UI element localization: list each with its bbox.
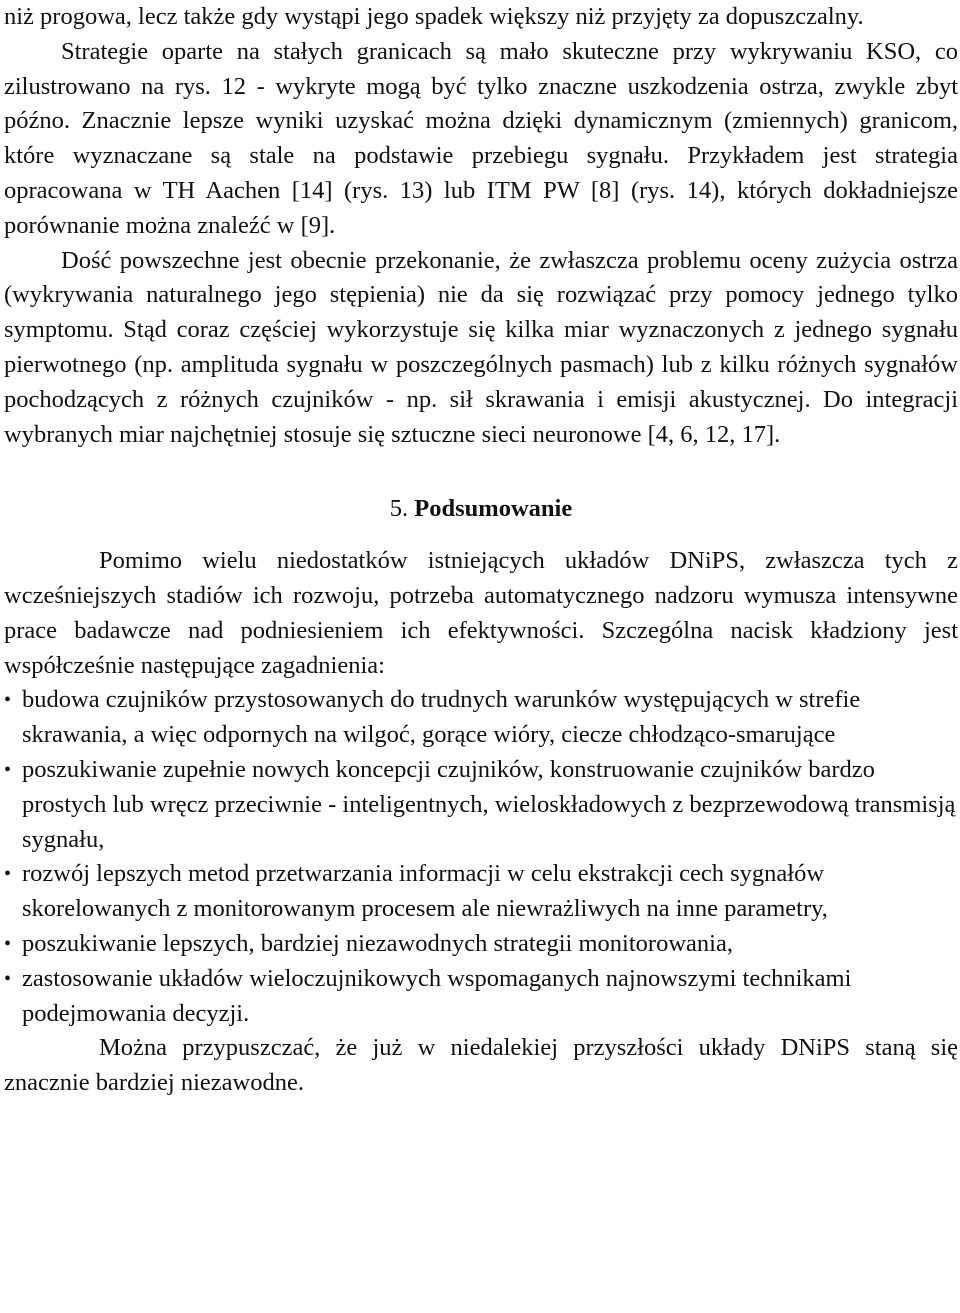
list-item-text: rozwój lepszych metod przetwarzania informacji w celu ekstrakcji cech sygnałów skorelowanych z monitorowanym procesem ale niewrażliwych na inne parametry, [22, 860, 828, 923]
paragraph-detection-strategies: Strategie oparte na stałych granicach są mało skuteczne przy wykrywaniu KSO, co zilustrowano na rys. 12 - wykryte mogą być tylko znaczne uszkodzenia ostrza, zwykle zbyt późno. Znacznie lepsze wyniki uzyskać można dzięki dynamicznym (zmiennych) granicom, które wyznaczane są stale na podstawie przebiegu sygnału. Przykładem jest strategia opracowana w TH Aachen [14] (rys. 13) lub ITM PW [8] (rys. 14), których dokładniejsze porównanie można znaleźć w [9]. [4, 37, 958, 239]
summary-bullet-list [4, 683, 958, 1031]
list-item-text: budowa czujników przystosowanych do trudnych warunków występujących w strefie skrawania, a więc odpornych na wilgoć, gorące wióry, ciecze chłodząco-smarujące [22, 686, 861, 749]
list-item [4, 927, 958, 962]
bullet-icon: • [4, 758, 12, 781]
list-item [4, 857, 958, 927]
document-page [4, 0, 958, 1101]
section-title: Podsumowanie [414, 495, 573, 523]
bullet-icon: • [4, 967, 12, 990]
bullet-icon: • [4, 932, 12, 955]
section-heading [4, 492, 958, 527]
paragraph-continuation: niż progowa, lecz także gdy wystąpi jego spadek większy niż przyjęty za dopuszczalny. [4, 3, 864, 30]
list-item [4, 683, 958, 753]
section-number: 5. [389, 495, 409, 523]
paragraph-multi-sensor: Dość powszechne jest obecnie przekonanie, że zwłaszcza problemu oceny zużycia ostrza (wykrywania naturalnego jego stępienia) nie da się rozwiązać przy pomocy jednego tylko symptomu. Stąd coraz częściej wykorzystuje się kilka miar wyznaczonych z jednego sygnału pierwotnego (np. amplituda sygnału w poszczególnych pasmach) lub z kilku różnych sygnałów pochodzących z różnych czujników - np. sił skrawania i emisji akustycznej. Do integracji wybranych miar najchętniej stosuje się sztuczne sieci neuronowe [4, 6, 12, 17]. [4, 246, 958, 448]
list-item-text: poszukiwanie zupełnie nowych koncepcji czujników, konstruowanie czujników bardzo prostych lub wręcz przeciwnie - inteligentnych, wieloskładowych z bezprzewodową transmisją sygnału, [22, 755, 956, 853]
list-item-text: zastosowanie układów wieloczujnikowych wspomaganych najnowszymi technikami podejmowania decyzji. [22, 964, 852, 1027]
bullet-icon: • [4, 863, 12, 886]
list-item [4, 753, 958, 857]
closing-paragraph: Można przypuszczać, że już w niedalekiej przyszłości układy DNiPS staną się znacznie bardziej niezawodne. [4, 1034, 958, 1097]
summary-intro-paragraph: Pomimo wielu niedostatków istniejących układów DNiPS, zwłaszcza tych z wcześniejszych stadiów ich rozwoju, potrzeba automatycznego nadzoru wymusza intensywne prace badawcze nad podniesieniem ich efektywności. Szczególna nacisk kładziony jest współcześnie następujące zagadnienia: [4, 547, 958, 679]
list-item-text: poszukiwanie lepszych, bardziej niezawodnych strategii monitorowania, [22, 929, 733, 957]
bullet-icon: • [4, 689, 12, 712]
list-item [4, 962, 958, 1032]
